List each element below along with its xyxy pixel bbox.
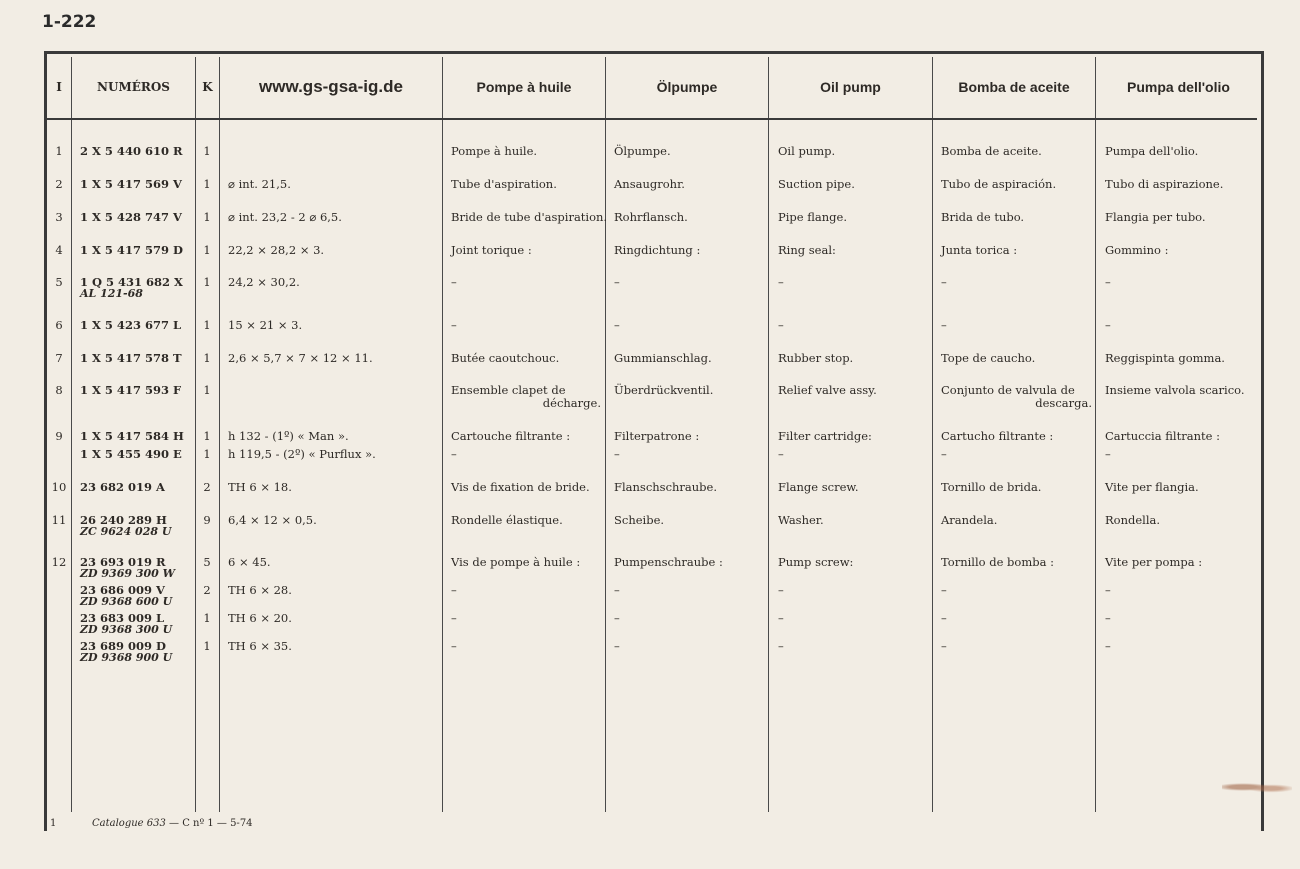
cell-it: Vite per flangia. bbox=[1105, 480, 1199, 494]
cell-es: – bbox=[941, 639, 947, 653]
cell-dim: TH 6 × 18. bbox=[228, 480, 292, 494]
cell-it: – bbox=[1105, 583, 1111, 597]
cell-fr: – bbox=[451, 611, 457, 625]
cell-dim: ⌀ int. 21,5. bbox=[228, 177, 291, 191]
cell-idx: 5 bbox=[55, 275, 63, 289]
footer-catalogue bbox=[92, 818, 253, 829]
cell-fr: Vis de pompe à huile : bbox=[451, 555, 581, 569]
cell-dim: 15 × 21 × 3. bbox=[228, 318, 303, 332]
cell-de: Rohrflansch. bbox=[614, 210, 688, 224]
header-german: Ölpumpe bbox=[656, 79, 718, 95]
cell-fr: Pompe à huile. bbox=[451, 144, 538, 158]
cell-de: – bbox=[614, 447, 620, 461]
cell-de: Ölpumpe. bbox=[614, 144, 671, 158]
cell-num: 23 689 009 D bbox=[80, 639, 166, 653]
cell-num-sub: ZD 9368 600 U bbox=[80, 595, 173, 608]
cell-en: Washer. bbox=[778, 513, 824, 527]
header-french: Pompe à huile bbox=[476, 79, 572, 95]
cell-it: – bbox=[1105, 447, 1111, 461]
footer-number: 1 bbox=[50, 818, 57, 829]
cell-es: Conjunto de valvula de bbox=[941, 383, 1075, 397]
cell-it: – bbox=[1105, 611, 1111, 625]
cell-it: – bbox=[1105, 639, 1111, 653]
cell-fr: – bbox=[451, 639, 457, 653]
footer-edition: — C nº 1 — 5-74 bbox=[165, 818, 253, 829]
header-spanish: Bomba de aceite bbox=[958, 79, 1070, 95]
footer-catalogue-title: Catalogue 633 bbox=[92, 818, 166, 829]
cell-num-sub: ZC 9624 028 U bbox=[80, 525, 172, 538]
cell-es: Tope de caucho. bbox=[941, 351, 1036, 365]
cell-dim: 22,2 × 28,2 × 3. bbox=[228, 243, 325, 257]
cell-k: 1 bbox=[203, 429, 211, 443]
cell-k: 2 bbox=[203, 583, 211, 597]
cell-en: Pipe flange. bbox=[778, 210, 847, 224]
cell-dim: ⌀ int. 23,2 - 2 ⌀ 6,5. bbox=[228, 210, 342, 224]
cell-fr: Cartouche filtrante : bbox=[451, 429, 571, 443]
cell-it: Vite per pompa : bbox=[1105, 555, 1203, 569]
cell-dim: TH 6 × 28. bbox=[228, 583, 292, 597]
cell-num: 1 X 5 417 584 H bbox=[80, 429, 184, 443]
header-divider bbox=[47, 118, 1257, 120]
cell-num: 1 X 5 455 490 E bbox=[80, 447, 182, 461]
cell-en: Suction pipe. bbox=[778, 177, 855, 191]
cell-es: – bbox=[941, 318, 947, 332]
cell-dim: TH 6 × 20. bbox=[228, 611, 292, 625]
cell-es: Bomba de aceite. bbox=[941, 144, 1042, 158]
cell-fr: Vis de fixation de bride. bbox=[451, 480, 590, 494]
cell-dim: h 119,5 - (2º) « Purflux ». bbox=[228, 447, 376, 461]
cell-de: – bbox=[614, 275, 620, 289]
cell-num: 1 Q 5 431 682 X bbox=[80, 275, 183, 289]
header-numbers: NUMÉROS bbox=[97, 80, 170, 94]
cell-it: Flangia per tubo. bbox=[1105, 210, 1206, 224]
cell-de: Ringdichtung : bbox=[614, 243, 701, 257]
cell-fr: Ensemble clapet de bbox=[451, 383, 566, 397]
cell-k: 1 bbox=[203, 611, 211, 625]
cell-num: 1 X 5 417 593 F bbox=[80, 383, 182, 397]
cell-k: 1 bbox=[203, 243, 211, 257]
cell-en: Pump screw: bbox=[778, 555, 854, 569]
cell-en: Flange screw. bbox=[778, 480, 859, 494]
header-index: I bbox=[56, 80, 62, 94]
cell-num: 23 683 009 L bbox=[80, 611, 165, 625]
cell-en: – bbox=[778, 447, 784, 461]
paper-stain bbox=[1222, 780, 1292, 794]
cell-es: Arandela. bbox=[941, 513, 998, 527]
column-divider bbox=[605, 57, 606, 812]
cell-fr: Rondelle élastique. bbox=[451, 513, 563, 527]
cell-it: Reggispinta gomma. bbox=[1105, 351, 1225, 365]
cell-num-sub: ZD 9369 300 W bbox=[80, 567, 175, 580]
cell-fr: – bbox=[451, 447, 457, 461]
cell-k: 2 bbox=[203, 480, 211, 494]
cell-it: – bbox=[1105, 318, 1111, 332]
cell-num: 1 X 5 423 677 L bbox=[80, 318, 182, 332]
cell-it: – bbox=[1105, 275, 1111, 289]
cell-k: 1 bbox=[203, 210, 211, 224]
cell-fr: Bride de tube d'aspiration. bbox=[451, 210, 608, 224]
cell-dim: 6 × 45. bbox=[228, 555, 271, 569]
cell-k: 1 bbox=[203, 383, 211, 397]
cell-idx: 11 bbox=[51, 513, 67, 527]
column-divider bbox=[442, 57, 443, 812]
cell-num-sub: ZD 9368 300 U bbox=[80, 623, 173, 636]
cell-idx: 8 bbox=[55, 383, 63, 397]
cell-en: – bbox=[778, 611, 784, 625]
cell-es: Brida de tubo. bbox=[941, 210, 1025, 224]
cell-num: 1 X 5 417 579 D bbox=[80, 243, 183, 257]
cell-it: Pumpa dell'olio. bbox=[1105, 144, 1199, 158]
cell-idx: 2 bbox=[55, 177, 63, 191]
cell-it: Tubo di aspirazione. bbox=[1105, 177, 1224, 191]
cell-idx: 10 bbox=[51, 480, 67, 494]
cell-fr: Joint torique : bbox=[451, 243, 532, 257]
cell-num: 1 X 5 417 569 V bbox=[80, 177, 182, 191]
cell-idx: 9 bbox=[55, 429, 63, 443]
cell-num: 1 X 5 428 747 V bbox=[80, 210, 182, 224]
cell-en: – bbox=[778, 639, 784, 653]
cell-es: – bbox=[941, 447, 947, 461]
cell-dim: h 132 - (1º) « Man ». bbox=[228, 429, 349, 443]
header-english: Oil pump bbox=[820, 79, 881, 95]
cell-it: Insieme valvola scarico. bbox=[1105, 383, 1245, 397]
cell-it: Gommino : bbox=[1105, 243, 1169, 257]
cell-de: – bbox=[614, 639, 620, 653]
cell-idx: 7 bbox=[55, 351, 63, 365]
cell-idx: 4 bbox=[55, 243, 63, 257]
cell-it: Cartuccia filtrante : bbox=[1105, 429, 1220, 443]
cell-dim: 6,4 × 12 × 0,5. bbox=[228, 513, 317, 527]
cell-de: Pumpenschraube : bbox=[614, 555, 723, 569]
cell-k: 1 bbox=[203, 447, 211, 461]
cell-k: 9 bbox=[203, 513, 211, 527]
cell-es: – bbox=[941, 275, 947, 289]
cell-es-cont: descarga. bbox=[1035, 396, 1092, 410]
cell-fr: – bbox=[451, 318, 457, 332]
cell-de: Scheibe. bbox=[614, 513, 665, 527]
cell-es: Tornillo de bomba : bbox=[941, 555, 1054, 569]
cell-es: Tubo de aspiración. bbox=[941, 177, 1057, 191]
header-k: K bbox=[202, 80, 213, 94]
cell-k: 1 bbox=[203, 351, 211, 365]
cell-k: 1 bbox=[203, 144, 211, 158]
cell-dim: 24,2 × 30,2. bbox=[228, 275, 300, 289]
cell-de: Ansaugrohr. bbox=[614, 177, 685, 191]
cell-es: Tornillo de brida. bbox=[941, 480, 1042, 494]
cell-k: 5 bbox=[203, 555, 211, 569]
cell-de: – bbox=[614, 583, 620, 597]
cell-fr: Butée caoutchouc. bbox=[451, 351, 560, 365]
cell-en: – bbox=[778, 275, 784, 289]
cell-fr: – bbox=[451, 275, 457, 289]
column-divider bbox=[1095, 57, 1096, 812]
page-number: 1-222 bbox=[42, 12, 97, 32]
cell-num: 2 X 5 440 610 R bbox=[80, 144, 183, 158]
cell-fr: Tube d'aspiration. bbox=[451, 177, 557, 191]
cell-num: 23 686 009 V bbox=[80, 583, 165, 597]
cell-k: 1 bbox=[203, 639, 211, 653]
cell-de: – bbox=[614, 611, 620, 625]
cell-en: Filter cartridge: bbox=[778, 429, 872, 443]
column-divider bbox=[71, 57, 72, 812]
cell-num: 23 693 019 R bbox=[80, 555, 166, 569]
cell-idx: 1 bbox=[55, 144, 63, 158]
cell-de: – bbox=[614, 318, 620, 332]
column-divider bbox=[932, 57, 933, 812]
column-divider bbox=[219, 57, 220, 812]
cell-idx: 3 bbox=[55, 210, 63, 224]
cell-idx: 6 bbox=[55, 318, 63, 332]
cell-num: 23 682 019 A bbox=[80, 480, 165, 494]
cell-k: 1 bbox=[203, 318, 211, 332]
header-website-url: www.gs-gsa-ig.de bbox=[259, 77, 403, 96]
cell-it: Rondella. bbox=[1105, 513, 1161, 527]
cell-k: 1 bbox=[203, 275, 211, 289]
cell-de: Gummianschlag. bbox=[614, 351, 712, 365]
cell-es: – bbox=[941, 583, 947, 597]
cell-en: – bbox=[778, 318, 784, 332]
cell-en: Oil pump. bbox=[778, 144, 836, 158]
cell-num-sub: ZD 9368 900 U bbox=[80, 651, 173, 664]
cell-en: Relief valve assy. bbox=[778, 383, 877, 397]
cell-dim: 2,6 × 5,7 × 7 × 12 × 11. bbox=[228, 351, 373, 365]
cell-dim: TH 6 × 35. bbox=[228, 639, 292, 653]
cell-de: Filterpatrone : bbox=[614, 429, 700, 443]
column-divider bbox=[768, 57, 769, 812]
header-italian: Pumpa dell'olio bbox=[1127, 79, 1230, 95]
cell-num: 26 240 289 H bbox=[80, 513, 167, 527]
cell-de: Flanschschraube. bbox=[614, 480, 718, 494]
cell-fr-cont: décharge. bbox=[542, 396, 601, 410]
cell-es: Cartucho filtrante : bbox=[941, 429, 1054, 443]
cell-en: Ring seal: bbox=[778, 243, 836, 257]
cell-idx: 12 bbox=[51, 555, 67, 569]
cell-en: – bbox=[778, 583, 784, 597]
cell-k: 1 bbox=[203, 177, 211, 191]
cell-fr: – bbox=[451, 583, 457, 597]
cell-num-sub: AL 121-68 bbox=[80, 287, 143, 300]
cell-es: – bbox=[941, 611, 947, 625]
cell-es: Junta torica : bbox=[941, 243, 1018, 257]
cell-de: Überdrückventil. bbox=[614, 383, 714, 397]
cell-num: 1 X 5 417 578 T bbox=[80, 351, 182, 365]
cell-en: Rubber stop. bbox=[778, 351, 854, 365]
